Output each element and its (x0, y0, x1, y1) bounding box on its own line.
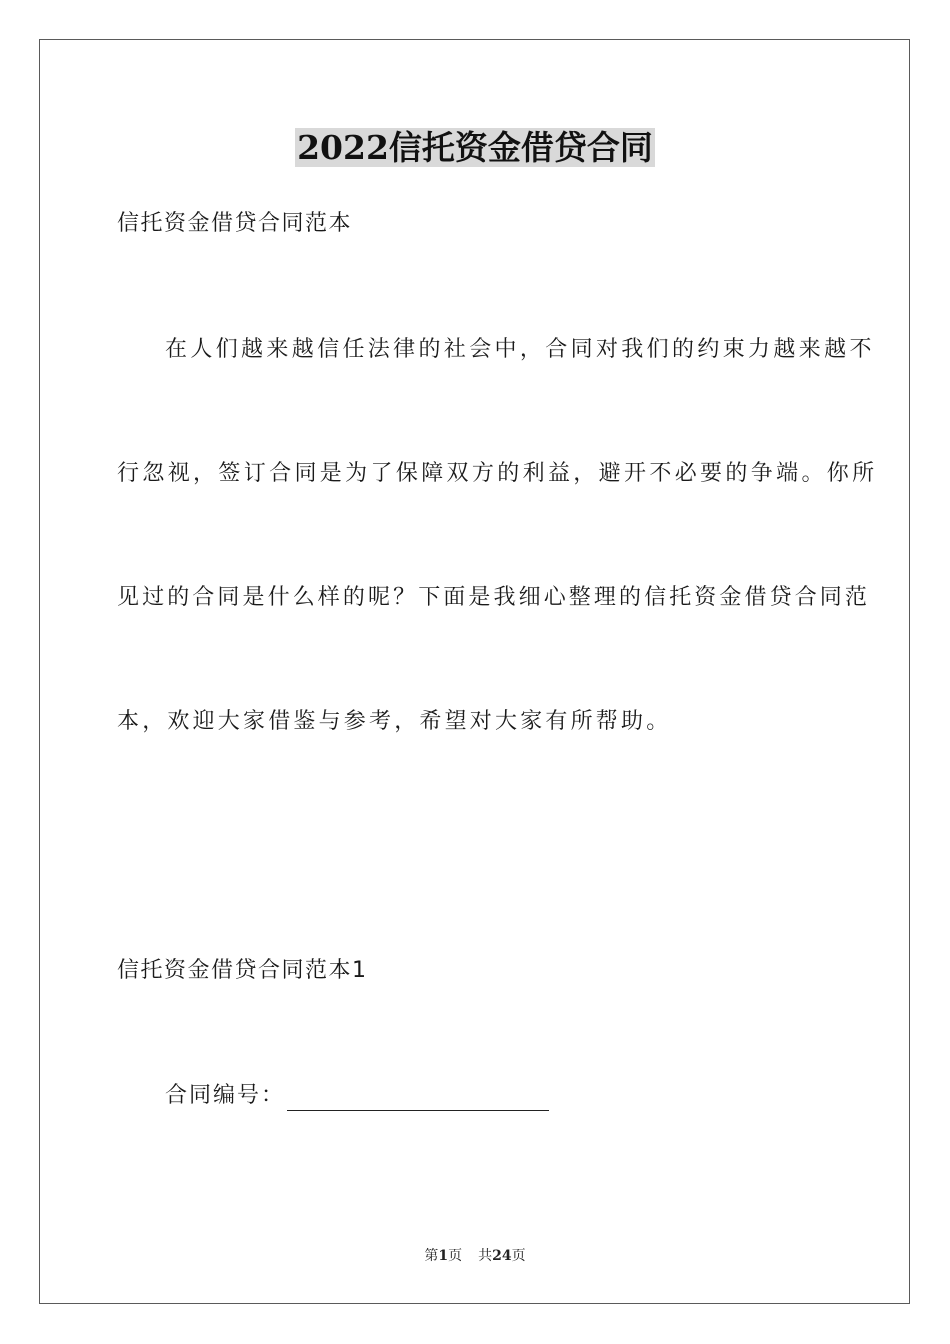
intro-line-2: 行忽视，签订合同是为了保障双方的利益，避开不必要的争端。你所 (117, 461, 878, 486)
intro-line-4: 本，欢迎大家借鉴与参考，希望对大家有所帮助。 (117, 709, 672, 734)
contract-number-label: 合同编号： (165, 1083, 286, 1108)
section-heading: 信托资金借贷合同范本1 (117, 958, 368, 983)
footer-page-current: 1 (438, 1248, 449, 1264)
intro-line-3: 见过的合同是什么样的呢？下面是我细心整理的信托资金借贷合同范 (117, 585, 871, 610)
page-footer (0, 1246, 950, 1266)
contract-number-row (165, 1081, 549, 1111)
contract-number-blank (287, 1088, 549, 1111)
footer-total-suffix: 页 (511, 1248, 526, 1264)
footer-page-suffix: 页 (448, 1248, 463, 1264)
document-title (0, 124, 950, 172)
footer-page-prefix: 第 (424, 1248, 439, 1264)
footer-page-total: 24 (492, 1248, 512, 1264)
footer-total-prefix: 共 (478, 1248, 493, 1264)
document-title-text: 2022信托资金借贷合同 (297, 128, 653, 167)
document-subtitle: 信托资金借贷合同范本 (117, 211, 353, 236)
intro-line-1: 在人们越来越信任法律的社会中，合同对我们的约束力越来越不 (165, 337, 875, 362)
